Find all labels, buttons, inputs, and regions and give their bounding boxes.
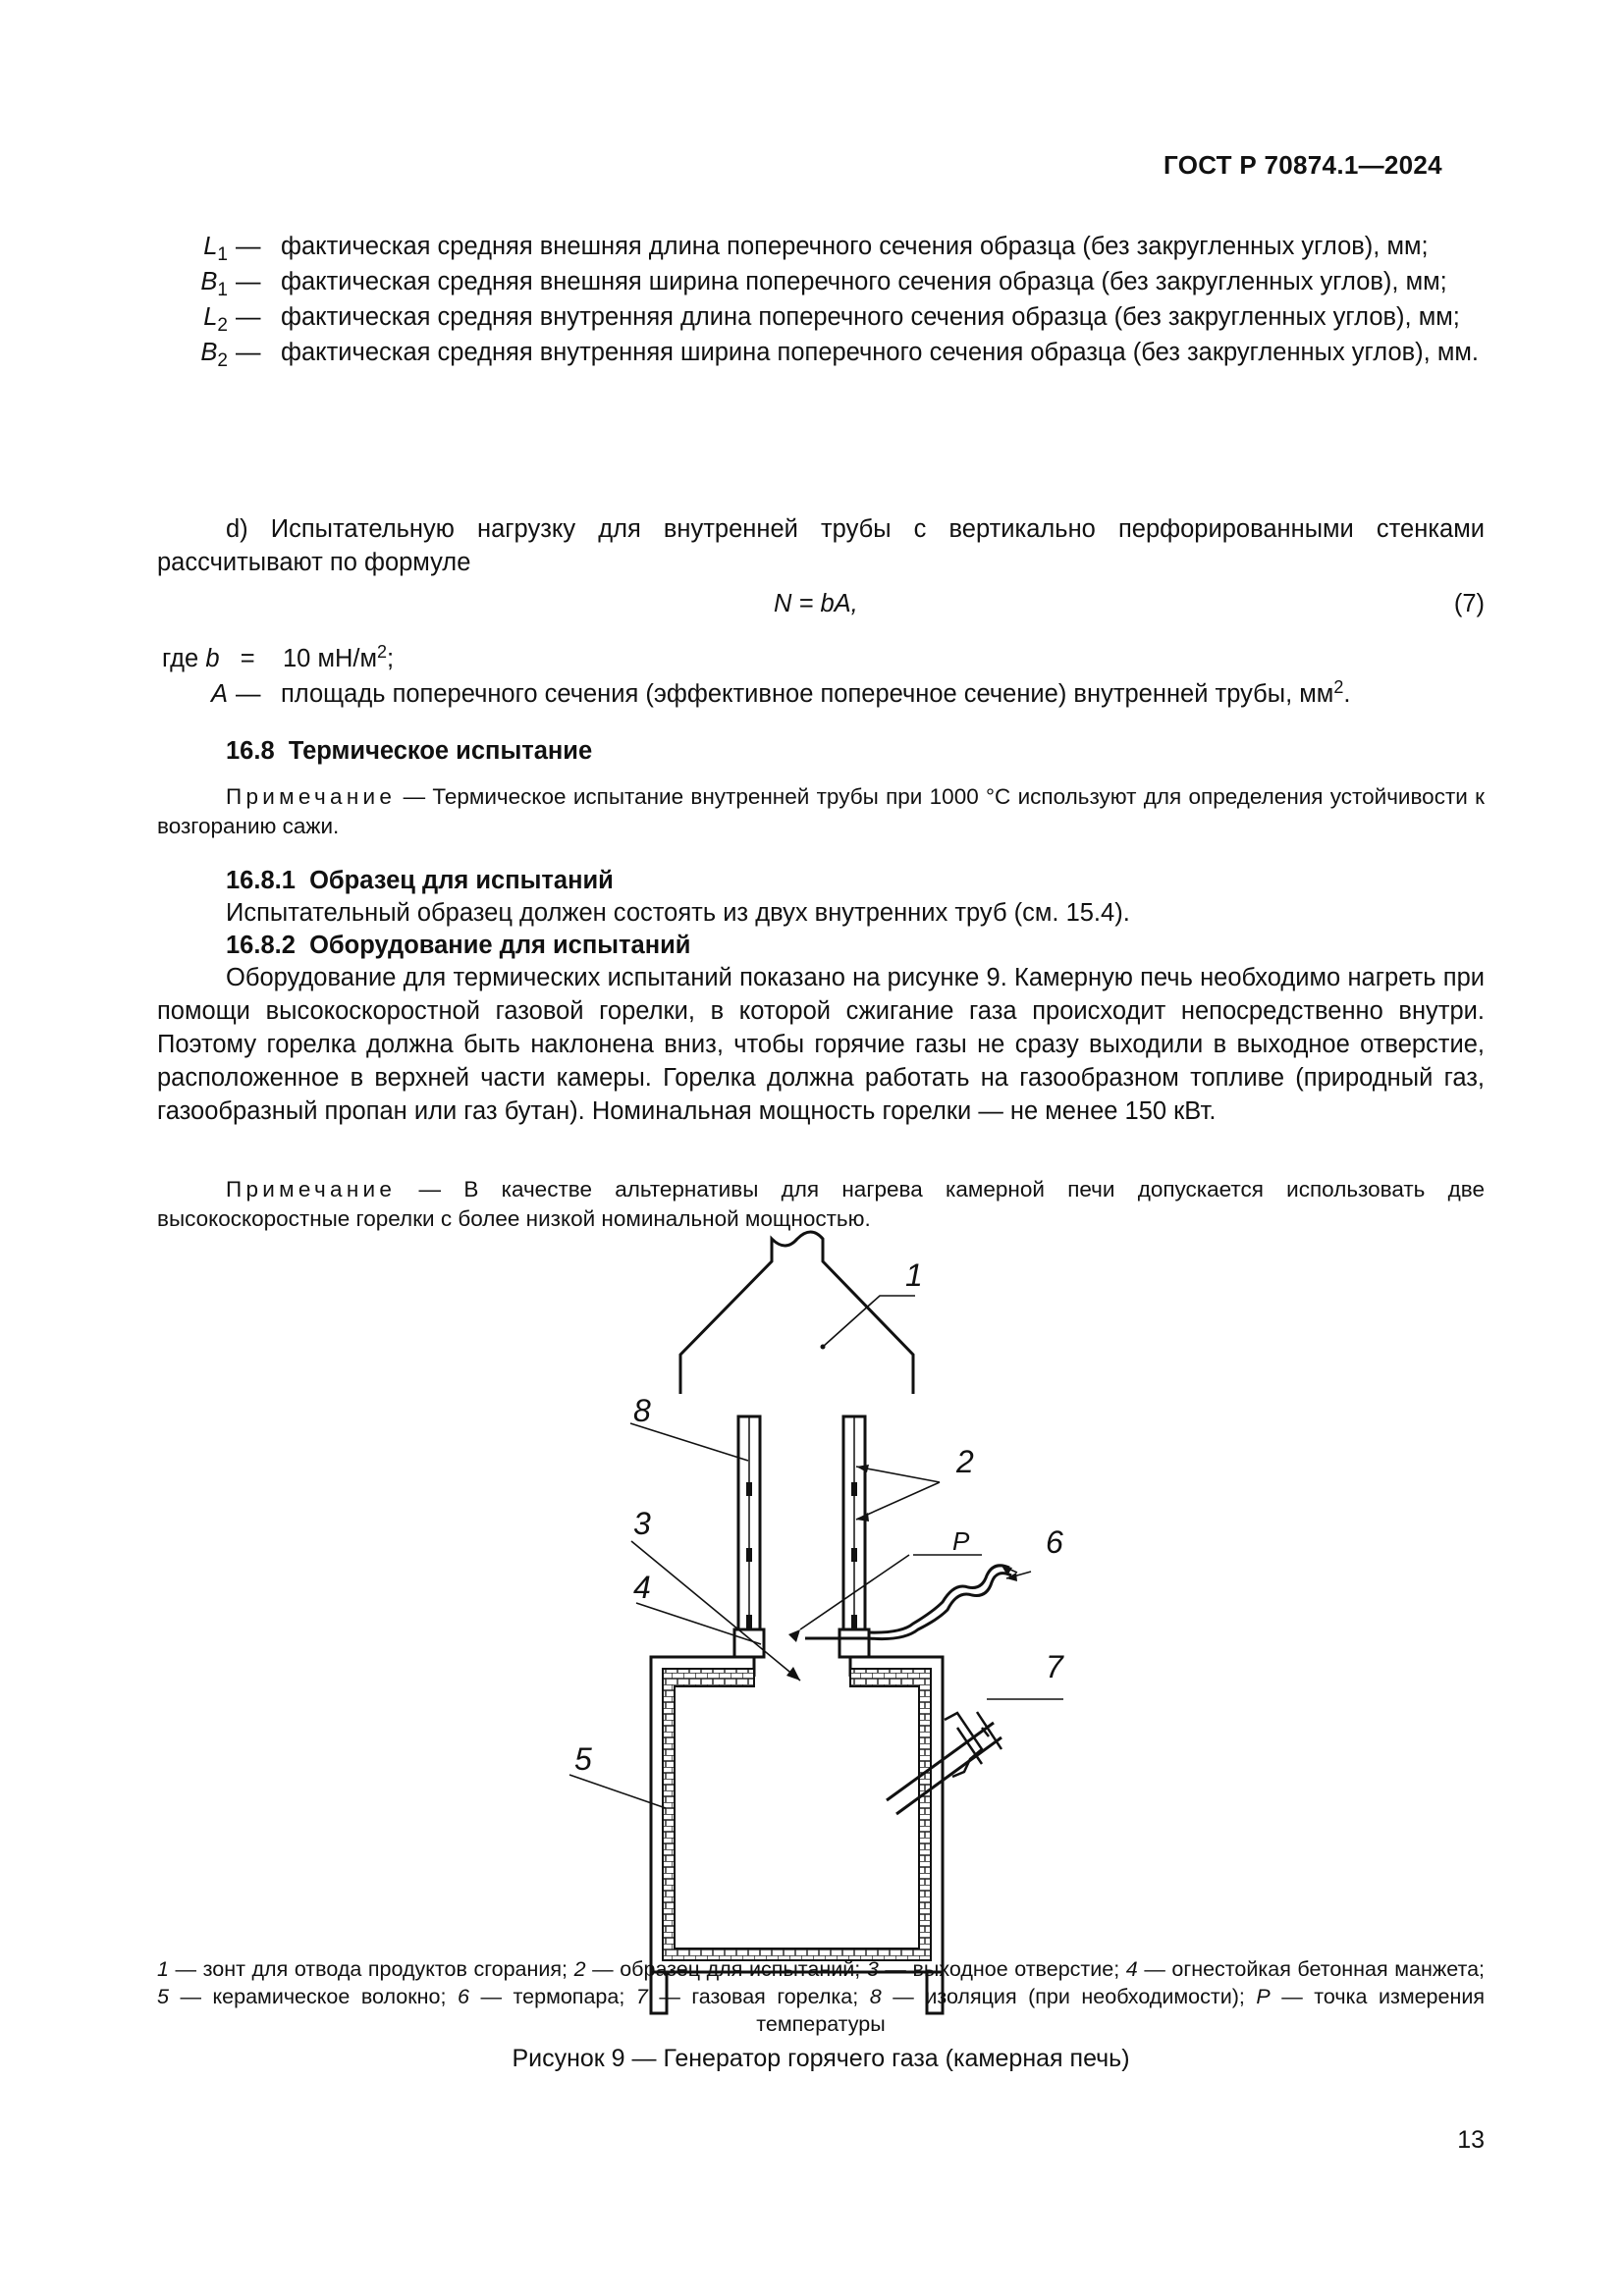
section-16-8-1-text: Испытательный образец должен состоять из двух внутренних труб (см. 15.4). — [226, 899, 1130, 927]
definition-text: фактическая средняя внутренняя ширина поперечного сечения образца (без закругленных углов), мм. — [281, 339, 1479, 366]
figure-label-5: 5 — [574, 1741, 592, 1777]
item-d-paragraph: d) Испытательную нагрузку для внутренней трубы с вертикально перфорированными стенками рассчитывают по формуле — [157, 515, 1485, 576]
figure-title: Рисунок 9 — Генератор горячего газа (камерная печь) — [512, 2045, 1130, 2072]
definition-text: фактическая средняя внешняя ширина поперечного сечения образца (без закругленных углов), мм; — [281, 268, 1447, 295]
definition-item: $B_1$ — фактическая средняя внешняя ширина поперечного сечения образца (без закругленных углов), мм; — [157, 265, 1485, 298]
formula-number: (7) — [1453, 590, 1485, 617]
definition-item: $L_1$ — фактическая средняя внешняя длина поперечного сечения образца (без закругленных углов), мм; — [157, 230, 1485, 263]
definition-symbol: $B_2$ — [200, 339, 228, 371]
definition-symbol: $B_1$ — [200, 268, 228, 300]
section-16-8-2-heading: 16.8.2 Оборудование для испытаний — [226, 932, 691, 959]
definition-text: фактическая средняя внутренняя длина поперечного сечения образца (без закругленных углов), мм; — [281, 303, 1460, 331]
document-page: ГОСТ Р 70874.1—2024 $L_1$ — фактическая средняя внешняя длина поперечного сечения образца (без закругленных углов), мм; $B_1$ — фактическая средняя внешняя ширина поперечного сечения образца (без закругленных углов), мм; $L_2$ — фактическая средняя внутренняя длина поперечного сечения образца (без закругленных углов), мм; $B_2$ — фактическая средняя внутренняя ширина поперечного сечения образца (без закругленных углов), мм. d) Испытательную нагрузку для внутренней трубы с вертикально перфорированными стенками рассчитывают по формуле N = bA, (7) где b = 10 $мН/м^2$; A — площадь поперечного сечения (эффективное поперечное сечение) внутренней трубы, $мм^2$. 16.8 Термическое испытание Примечание — Термическое испытание внутренней трубы при 1000 °С используют для определения устойчивости к возгоранию сажи. 16.8.1 Образец для испытаний Испытательный образец должен состоять из двух внутренних труб (см. 15.4). 16.8.2 Оборудование для испытаний Оборудование для термических испытаний показано на рисунке 9. Камерную печь необходимо нагреть при помощи высокоскоростной газовой горелки, в которой сжигание газа происходит непосредственно внутри. Поэтому горелка должна быть наклонена вниз, чтобы горячие газы не сразу выходили в выходное отверстие, расположенное в верхней части камеры. Горелка должна работать на газообразном топливе (природный газ, газообразный пропан или газ бутан). Номинальная мощность горелки — не менее 150 кВт. Примечание — В качестве альтернативы для нагрева камерной печи допускается использовать две высокоскоростные горелки с более низкой номинальной мощностью. 1 2 3 4 5 6 7 8 P 1 — зонт для отвода продуктов сгорания; 2 — образец для испытаний; 3 — выходное отверстие; 4 — огнестойкая бетонная манжета; 5 — керамическое волокно; 6 — термопара; 7 — газовая горелка; 8 — изоляция (при необходимости); Р — точка измерения температуры Рисунок 9 — Генератор горячего газа (камерная печь) 13 — [0, 0, 1624, 2296]
figure-label-8: 8 — [633, 1393, 651, 1428]
document-code: ГОСТ Р 70874.1—2024 — [1164, 150, 1442, 180]
concrete-collar-right — [839, 1629, 869, 1657]
ceramic-fibre-lining — [663, 1669, 931, 1960]
figure-label-p: P — [952, 1526, 970, 1556]
definition-item: $L_2$ — фактическая средняя внутренняя длина поперечного сечения образца (без закругленных углов), мм; — [157, 300, 1485, 334]
page-number: 13 — [1457, 2126, 1485, 2154]
figure-label-2: 2 — [956, 1444, 974, 1479]
figure-label-4: 4 — [633, 1570, 651, 1605]
figure-label-3: 3 — [633, 1506, 651, 1541]
definition-item: $B_2$ — фактическая средняя внутренняя ширина поперечного сечения образца (без закругленных углов), мм. — [157, 336, 1485, 369]
section-16-8-1-heading: 16.8.1 Образец для испытаний — [226, 867, 614, 894]
chamber-outer — [651, 1657, 943, 1972]
definition-text: фактическая средняя внешняя длина поперечного сечения образца (без закругленных углов), мм; — [281, 233, 1429, 260]
figure-legend: 1 — зонт для отвода продуктов сгорания; 2 — образец для испытаний; 3 — выходное отверстие; 4 — огнестойкая бетонная манжета; 5 — керамическое волокно; 6 — термопара; 7 — газовая горелка; 8 — изоляция (при необходимости); Р — точка измерения температуры — [157, 1957, 1486, 2036]
figure-label-1: 1 — [905, 1257, 923, 1293]
figure-label-6: 6 — [1046, 1524, 1063, 1560]
section-16-8-2-text: Оборудование для термических испытаний показано на рисунке 9. Камерную печь необходимо нагреть при помощи высокоскоростной газовой горелки, в которой сжигание газа происходит непосредственно внутри. Поэтому горелка должна быть наклонена вниз, чтобы горячие газы не сразу выходили в выходное отверстие, расположенное в верхней части камеры. Горелка должна работать на газообразном топливе (природный газ, газообразный пропан или газ бутан). Номинальная мощность горелки — не менее 150 кВт. — [157, 964, 1485, 1125]
formula-expression: N = bA, — [774, 590, 858, 617]
section-16-8-heading: 16.8 Термическое испытание — [226, 737, 593, 765]
note-2: Примечание — В качестве альтернативы для нагрева камерной печи допускается использовать две высокоскоростные горелки с более низкой номинальной мощностью. — [157, 1177, 1485, 1231]
note-1: Примечание — Термическое испытание внутренней трубы при 1000 °С используют для определения устойчивости к возгоранию сажи. — [157, 784, 1485, 838]
figure-label-7: 7 — [1046, 1649, 1063, 1684]
definition-symbol: $L_2$ — [203, 303, 228, 336]
definition-symbol: $L_1$ — [203, 233, 228, 265]
hood-outline — [680, 1232, 913, 1394]
